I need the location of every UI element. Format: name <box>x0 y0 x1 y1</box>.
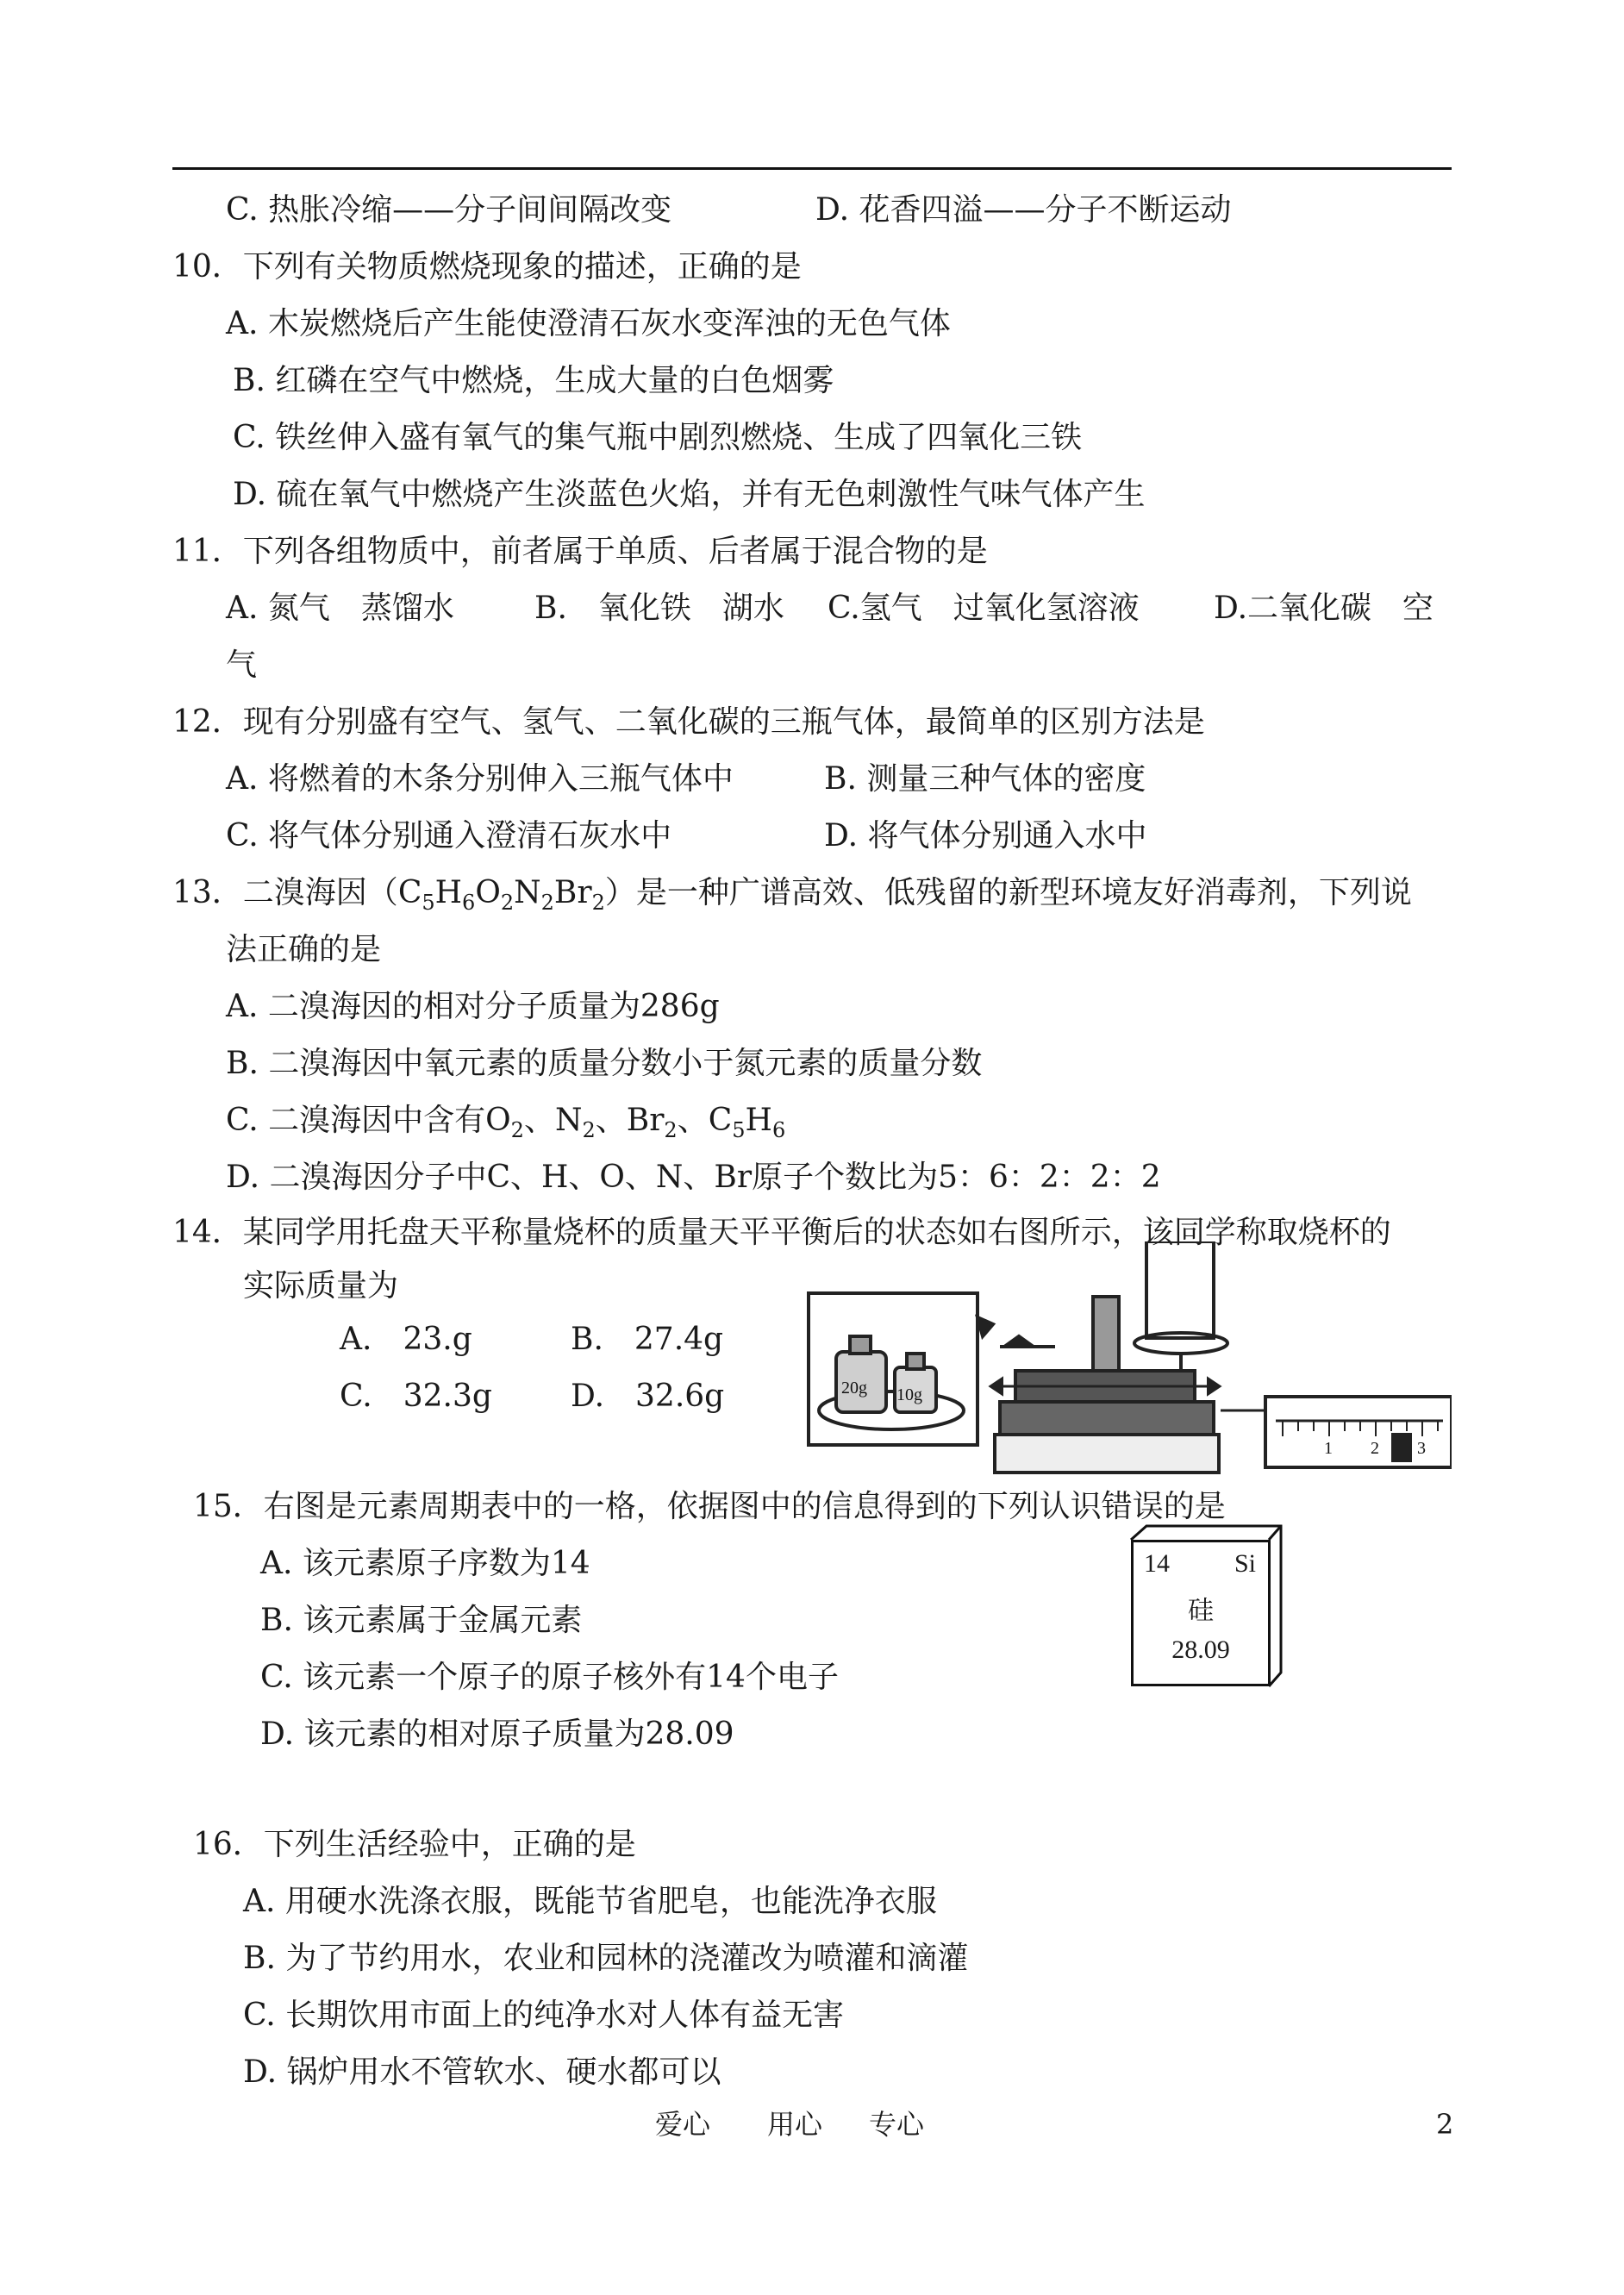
q14-option-a: A. 23.g <box>340 1322 472 1357</box>
scale-label-3: 3 <box>1417 1439 1426 1458</box>
formula-subscript: 2 <box>582 1118 596 1142</box>
q10-stem: 10．下列有关物质燃烧现象的描述，正确的是 <box>172 249 802 285</box>
q14-option-d: D. 32.6g <box>571 1379 725 1414</box>
formula-part: Br <box>553 875 592 910</box>
q16-option-d: D. 锅炉用水不管软水、硬水都可以 <box>243 2054 721 2090</box>
callout-pointer <box>978 1317 993 1336</box>
atomic-mass: 28.09 <box>1171 1635 1230 1664</box>
formula-subscript: 6 <box>462 891 476 915</box>
q16-stem: 16．下列生活经验中，正确的是 <box>193 1827 636 1862</box>
scale-label-1: 1 <box>1324 1439 1333 1458</box>
q10-option-b: B. 红磷在空气中燃烧，生成大量的白色烟雾 <box>233 363 834 398</box>
formula-subscript: 2 <box>664 1118 678 1142</box>
balance-stand <box>995 1435 1219 1473</box>
element-cell <box>1131 1540 1271 1686</box>
balance-figure <box>800 1241 1452 1479</box>
q13-option-a: A. 二溴海因的相对分子质量为286g <box>226 989 720 1024</box>
weight-knob <box>850 1336 871 1354</box>
q12-option-a: A. 将燃着的木条分别伸入三瓶气体中 <box>226 761 734 797</box>
formula-subscript: 2 <box>510 1118 524 1142</box>
q14-option-c: C. 32.3g <box>340 1379 492 1414</box>
balance-base <box>1000 1402 1214 1435</box>
q11-option-d: D.二氧化碳 空 <box>1214 591 1434 626</box>
footer-motto-2: 用心 <box>767 2108 823 2141</box>
q14-stem-line2: 实际质量为 <box>243 1268 399 1304</box>
q15-option-b: B. 该元素属于金属元素 <box>260 1603 583 1638</box>
formula-part: H <box>434 875 463 910</box>
cube-edge <box>1269 1526 1281 1540</box>
q13-formula <box>397 875 605 915</box>
formula-part: N <box>514 875 541 910</box>
atomic-number: 14 <box>1144 1549 1170 1578</box>
q11-option-b: B. 氧化铁 湖水 <box>534 591 784 626</box>
q9-option-d: D. 花香四溢——分子不断运动 <box>815 192 1232 228</box>
q13-option-b: B. 二溴海因中氧元素的质量分数小于氮元素的质量分数 <box>226 1046 983 1081</box>
q13-stem-suffix: ）是一种广谱高效、低残留的新型环境友好消毒剂，下列说 <box>604 875 1412 910</box>
header-rule <box>172 167 1452 170</box>
q15-option-c: C. 该元素一个原子的原子核外有14个电子 <box>260 1660 839 1695</box>
formula-part: O <box>475 875 501 910</box>
q15-stem: 15．右图是元素周期表中的一格，依据图中的信息得到的下列认识错误的是 <box>193 1489 1226 1524</box>
balance-pointer-column <box>1093 1297 1119 1371</box>
formula-part: C <box>397 875 422 910</box>
q15-option-d: D. 该元素的相对原子质量为28.09 <box>260 1717 734 1752</box>
q15-option-a: A. 该元素原子序数为14 <box>260 1546 590 1581</box>
weight-20g-label: 20g <box>841 1379 867 1398</box>
footer-motto-1: 爱心 <box>655 2108 711 2141</box>
q14-stem: 14．某同学用托盘天平称量烧杯的质量天平平衡后的状态如右图所示，该同学称取烧杯的 <box>172 1215 1391 1250</box>
q16-option-a: A. 用硬水洗涤衣服，既能节省肥皂，也能洗净衣服 <box>243 1884 937 1919</box>
weight-10g-label: 10g <box>896 1385 922 1404</box>
formula-subscript: 2 <box>591 891 605 915</box>
q13-stem-prefix: 13．二溴海因（ <box>172 875 398 910</box>
scale-rider <box>1393 1435 1410 1460</box>
beam-end-left <box>991 1379 1002 1393</box>
q11-option-c: C.氢气 过氧化氢溶液 <box>828 591 1140 626</box>
q13-stem-line2: 法正确的是 <box>226 932 382 967</box>
q10-option-c: C. 铁丝伸入盛有氧气的集气瓶中剧烈燃烧、生成了四氧化三铁 <box>233 420 1083 455</box>
formula-subscript: 5 <box>732 1118 746 1142</box>
q13-option-c <box>226 1102 785 1140</box>
formula-part: O <box>485 1103 511 1138</box>
beam-end-right <box>1209 1379 1219 1393</box>
q10-option-a: A. 木炭燃烧后产生能使澄清石灰水变浑浊的无色气体 <box>226 306 951 341</box>
scale-label-2: 2 <box>1371 1439 1379 1458</box>
scale-ticks <box>1283 1421 1438 1436</box>
weight-knob <box>907 1354 924 1369</box>
formula-subscript: 5 <box>422 891 435 915</box>
element-symbol: Si <box>1234 1549 1256 1578</box>
left-pan-weights <box>1007 1336 1031 1345</box>
q13-stem <box>172 874 1412 915</box>
beaker <box>1146 1241 1214 1338</box>
q12-stem: 12．现有分别盛有空气、氢气、二氧化碳的三瓶气体，最简单的区别方法是 <box>172 704 1205 740</box>
q13-option-d: D. 二溴海因分子中C、H、O、N、Br原子个数比为5：6：2：2：2 <box>226 1160 1161 1195</box>
q11-stem: 11．下列各组物质中，前者属于单质、后者属于混合物的是 <box>172 534 988 569</box>
q12-option-c: C. 将气体分别通入澄清石灰水中 <box>226 818 672 854</box>
q12-option-b: B. 测量三种气体的密度 <box>824 761 1146 797</box>
q11-option-d-continued: 气 <box>226 647 258 683</box>
q16-option-c: C. 长期饮用市面上的纯净水对人体有益无害 <box>243 1998 845 2033</box>
formula-subscript: 2 <box>500 891 515 915</box>
q12-option-d: D. 将气体分别通入水中 <box>824 818 1147 854</box>
formula-part: 、Br <box>595 1103 665 1138</box>
element-name: 硅 <box>1188 1597 1214 1625</box>
q9-option-c: C. 热胀冷缩——分子间间隔改变 <box>226 192 672 228</box>
q13-option-c-text: C. 二溴海因中含有 <box>226 1103 486 1138</box>
formula-subscript: 2 <box>540 891 554 915</box>
footer-motto-3: 专心 <box>869 2108 925 2141</box>
page-number: 2 <box>1436 2108 1454 2141</box>
formula-part: H <box>745 1103 772 1138</box>
q10-option-d: D. 硫在氧气中燃烧产生淡蓝色火焰，并有无色刺激性气味气体产生 <box>233 477 1146 512</box>
formula-part: 、C <box>677 1103 733 1138</box>
formula-part: 、N <box>523 1103 583 1138</box>
formula-subscript: 6 <box>771 1118 786 1142</box>
q14-option-b: B. 27.4g <box>571 1322 724 1357</box>
q16-option-b: B. 为了节约用水，农业和园林的浇灌改为喷灌和滴灌 <box>243 1941 969 1976</box>
q11-option-a: A. 氮气 蒸馏水 <box>226 591 454 626</box>
